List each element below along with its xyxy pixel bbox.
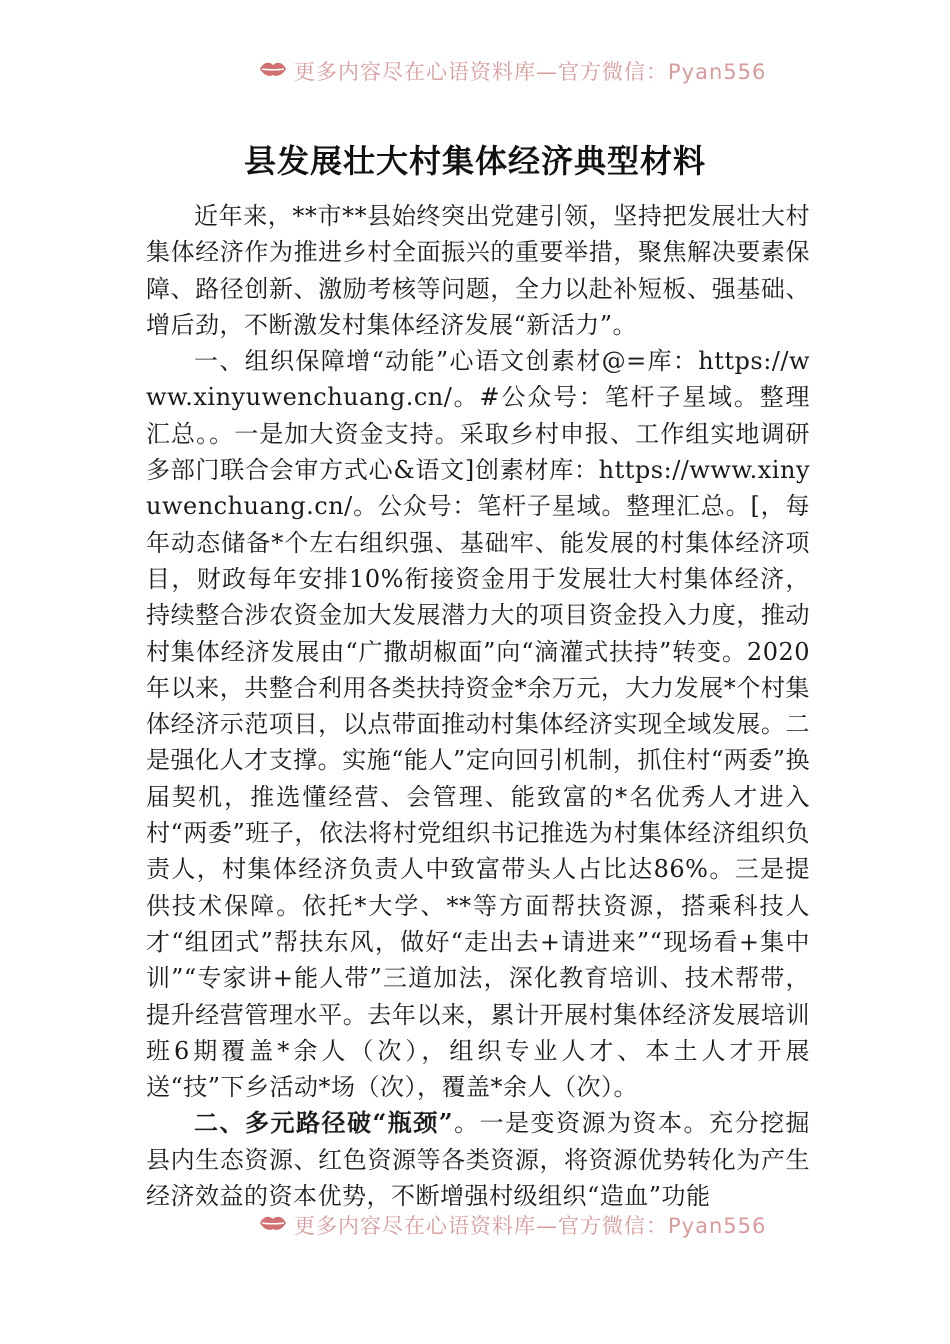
lips-logo-icon: [258, 1212, 288, 1239]
document-title: 县发展壮大村集体经济典型材料: [243, 142, 706, 180]
section-2-text: 。一是变资源为资本。充分挖掘县内生态资源、红色资源等各类资源，将资源优势转化为产生经济效益的资本优势，不断增强村级组织“造血”功能: [146, 1109, 811, 1211]
watermark-text: 更多内容尽在心语资料库—官方微信：Pyan556: [294, 60, 767, 84]
paragraph-section-1: 一、组织保障增“动能”心语文创素材@=库：https://www.xinyuwenchuang.cn/。#公众号：笔杆子星域。整理汇总。。一是加大资金支持。采取乡村申报、工作组实地调研多部门联合会审方式心&语文]创素材库：https://www.xinyuwenchuang.cn/。公众号：笔杆子星域。整理汇总。[，每年动态储备*个左右组织强、基础牢、能发展的村集体经济项目，财政每年安排10%衔接资金用于发展壮大村集体经济，持续整合涉农资金加大发展潜力大的项目资金投入力度，推动村集体经济发展由“广撒胡椒面”向“滴灌式扶持”转变。2020年以来，共整合利用各类扶持资金*余万元，大力发展*个村集体经济示范项目，以点带面推动村集体经济实现全域发展。二是强化人才支撑。实施“能人”定向回引机制，抓住村“两委”换届契机，推选懂经营、会管理、能致富的*名优秀人才进入村“两委”班子，依法将村党组织书记推选为村集体经济组织负责人，村集体经济负责人中致富带头人占比达86%。三是提供技术保障。依托*大学、**等方面帮扶资源，搭乘科技人才“组团式”帮扶东风，做好“走出去+请进来”“现场看+集中训”“专家讲+能人带”三道加法，深化教育培训、技术帮带，提升经营管理水平。去年以来，累计开展村集体经济发展培训班6期覆盖*余人（次），组织专业人才、本土人才开展送“技”下乡活动*场（次），覆盖*余人（次）。: [146, 347, 810, 1102]
paragraph-section-2: [146, 1105, 810, 1214]
header-watermark-banner: [0, 50, 950, 86]
section-2-heading: 二、多元路径破“瓶颈”: [194, 1108, 454, 1138]
document-body: [146, 198, 810, 1214]
footer-watermark-banner: [0, 1204, 950, 1240]
paragraph-intro: 近年来，**市**县始终突出党建引领，坚持把发展壮大村集体经济作为推进乡村全面振兴的重要举措，聚焦解决要素保障、路径创新、激励考核等问题，全力以赴补短板、强基础、增后劲，不断激发村集体经济发展“新活力”。: [146, 202, 810, 339]
lips-logo-icon: [258, 58, 288, 85]
watermark-text: 更多内容尽在心语资料库—官方微信：Pyan556: [294, 1214, 767, 1238]
